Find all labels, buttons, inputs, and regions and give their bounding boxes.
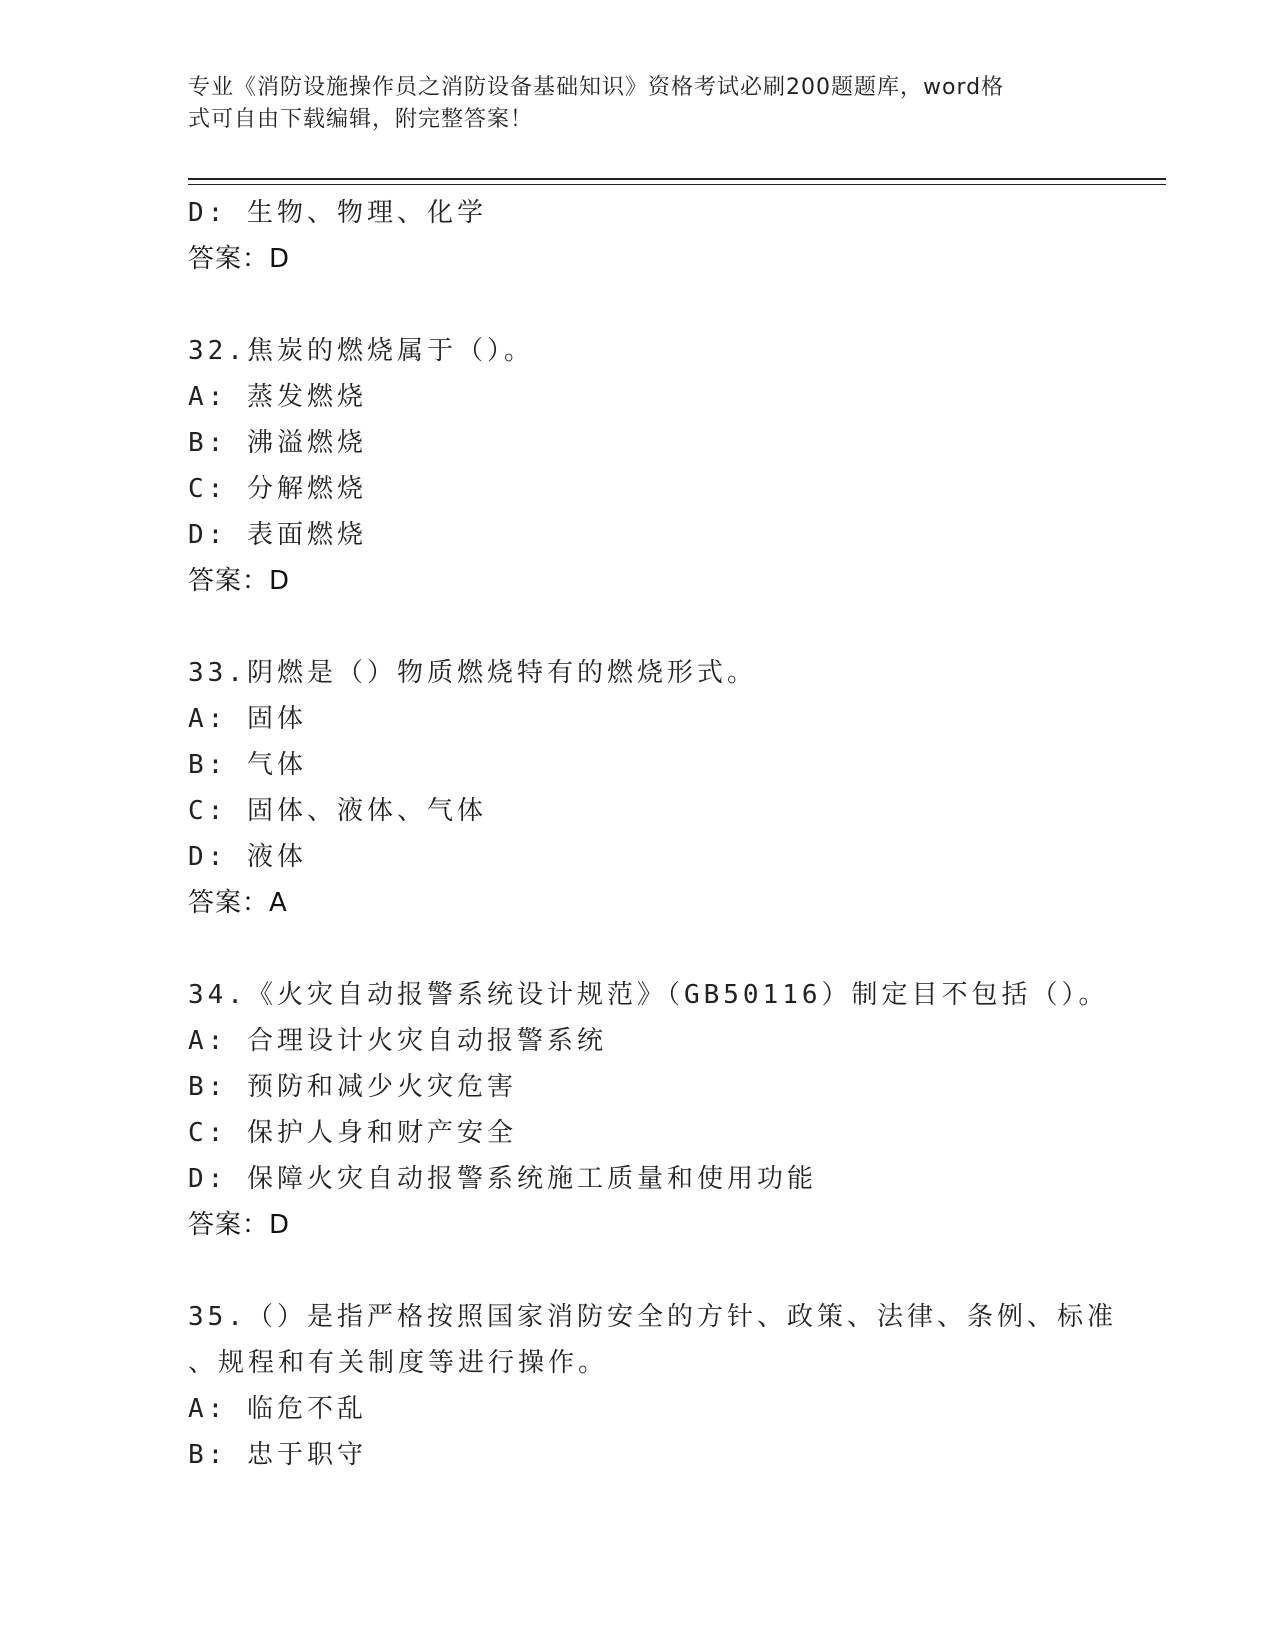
answer-line: 答案：A (188, 888, 288, 918)
question-34 (188, 972, 1148, 1248)
option-a: A: 蒸发燃烧 (188, 382, 367, 412)
header-divider-thick (188, 178, 1166, 180)
option-d: D: 表面燃烧 (188, 520, 367, 550)
option-d: D: 生物、物理、化学 (188, 198, 487, 228)
spacer (188, 1248, 1148, 1294)
question-stem-line-1: 35.（）是指严格按照国家消防安全的方针、政策、法律、条例、标准 (188, 1302, 1117, 1332)
option-b: B: 沸溢燃烧 (188, 428, 367, 458)
question-35 (188, 1294, 1148, 1478)
document-header (188, 72, 1088, 136)
question-33 (188, 650, 1148, 926)
question-list (188, 190, 1148, 1478)
header-line-1: 专业《消防设施操作员之消防设备基础知识》资格考试必刷200题题库，word格 (188, 75, 1005, 100)
option-d: D: 保障火灾自动报警系统施工质量和使用功能 (188, 1164, 817, 1194)
option-c: C: 固体、液体、气体 (188, 796, 487, 826)
question-stem: 32.焦炭的燃烧属于（）。 (188, 336, 534, 366)
question-31-continued (188, 190, 1148, 282)
header-line-2: 式可自由下载编辑，附完整答案！ (188, 107, 534, 132)
question-stem-line-2: 、规程和有关制度等进行操作。 (188, 1348, 609, 1378)
answer-line: 答案：D (188, 1210, 291, 1240)
option-c: C: 分解燃烧 (188, 474, 367, 504)
option-a: A: 固体 (188, 704, 307, 734)
option-b: B: 忠于职守 (188, 1440, 367, 1470)
option-b: B: 预防和减少火灾危害 (188, 1072, 517, 1102)
option-b: B: 气体 (188, 750, 307, 780)
answer-line: 答案：D (188, 566, 291, 596)
question-32 (188, 328, 1148, 604)
header-divider-thin (188, 184, 1166, 185)
option-c: C: 保护人身和财产安全 (188, 1118, 517, 1148)
spacer (188, 282, 1148, 328)
option-a: A: 合理设计火灾自动报警系统 (188, 1026, 607, 1056)
spacer (188, 926, 1148, 972)
answer-line: 答案：D (188, 244, 291, 274)
question-stem: 34.《火灾自动报警系统设计规范》（GB50116）制定目不包括（）。 (188, 980, 1109, 1010)
spacer (188, 604, 1148, 650)
question-stem: 33.阴燃是（）物质燃烧特有的燃烧形式。 (188, 658, 757, 688)
option-a: A: 临危不乱 (188, 1394, 367, 1424)
option-d: D: 液体 (188, 842, 307, 872)
